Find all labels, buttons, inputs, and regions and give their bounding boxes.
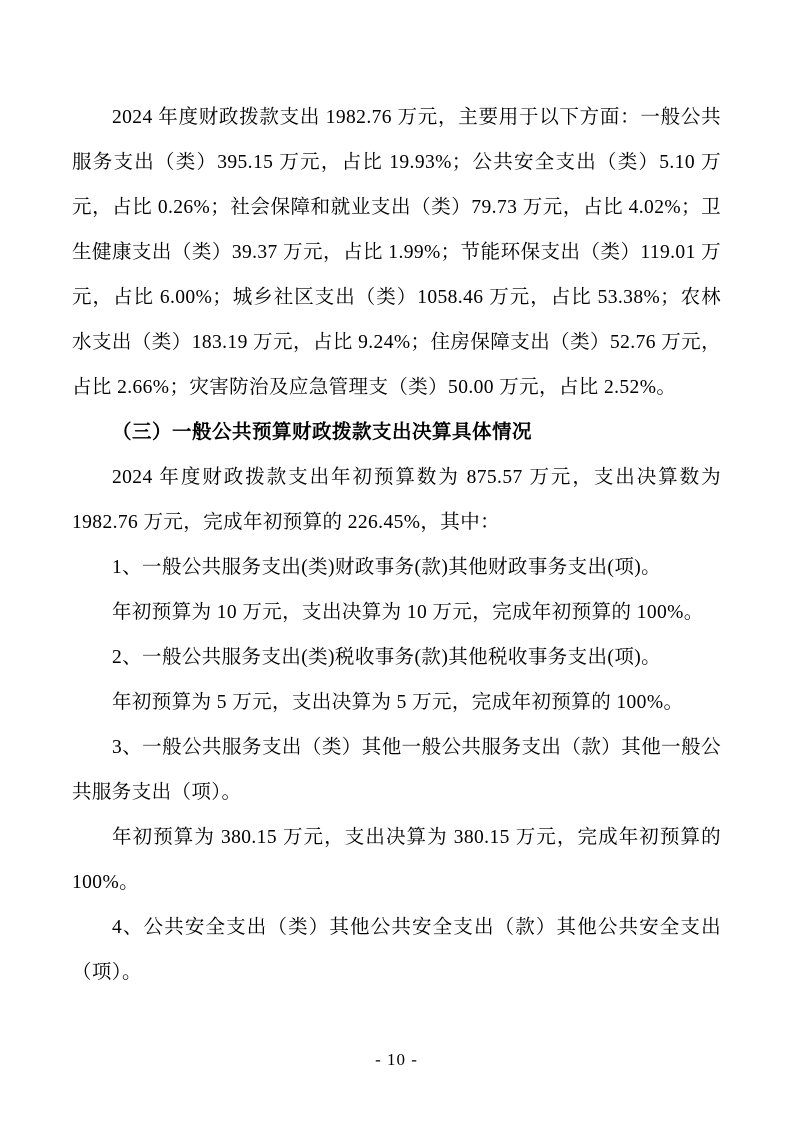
paragraph-funding-expenditure-summary: 2024 年度财政拨款支出 1982.76 万元，主要用于以下方面：一般公共服务支出（类）395.15 万元，占比 19.93%；公共安全支出（类）5.10 万元，占比 0.26%；社会保障和就业支出（类）79.73 万元，占比 4.02%；卫生健康支出（类）39.37 万元，占比 1.99%；节能环保支出（类）119.01 万元，占比 6.00%；城乡社区支出（类）1058.46 万元，占比 53.38%；农林水支出（类）183.19 万元，占比 9.24%；住房保障支出（类）52.76 万元，占比 2.66%；灾害防治及应急管理支（类）50.00 万元，占比 2.52%。 bbox=[72, 107, 721, 398]
paragraph-budget-vs-final: 2024 年度财政拨款支出年初预算数为 875.57 万元，支出决算数为 1982.76 万元，完成年初预算的 226.45%，其中： bbox=[72, 467, 721, 533]
section-heading: （三）一般公共预算财政拨款支出决算具体情况 bbox=[112, 422, 533, 443]
paragraph-item-3-title: 3、一般公共服务支出（类）其他一般公共服务支出（款）其他一般公共服务支出（项）。 bbox=[72, 737, 721, 803]
paragraph-item-1-detail: 年初预算为 10 万元，支出决算为 10 万元，完成年初预算的 100%。 bbox=[112, 602, 704, 623]
paragraph-item-2-title: 2、一般公共服务支出(类)税收事务(款)其他税收事务支出(项)。 bbox=[112, 647, 662, 668]
page-number: - 10 - bbox=[375, 1050, 418, 1069]
paragraph-item-1-title: 1、一般公共服务支出(类)财政事务(款)其他财政事务支出(项)。 bbox=[112, 557, 662, 578]
paragraph-item-4-title: 4、公共安全支出（类）其他公共安全支出（款）其他公共安全支出（项）。 bbox=[72, 917, 721, 983]
paragraph-item-3-detail: 年初预算为 380.15 万元，支出决算为 380.15 万元，完成年初预算的 100%。 bbox=[72, 827, 721, 893]
document-body bbox=[72, 95, 721, 995]
paragraph-item-2-detail: 年初预算为 5 万元，支出决算为 5 万元，完成年初预算的 100%。 bbox=[112, 692, 684, 713]
